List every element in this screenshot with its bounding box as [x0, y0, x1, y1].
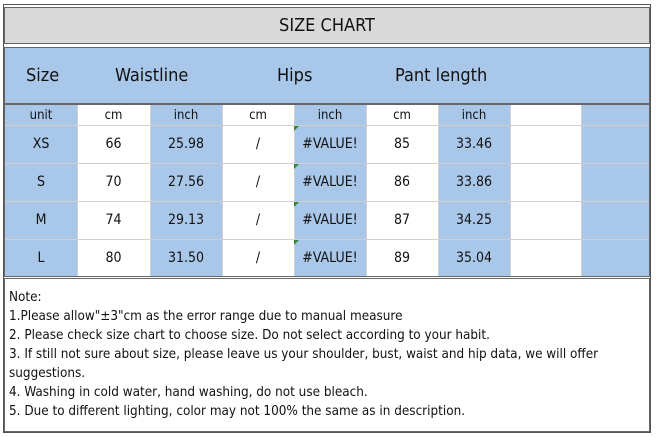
- table-cell: #VALUE!: [302, 250, 358, 266]
- size-label-cell: L: [37, 250, 45, 266]
- col-empty-bg: [510, 105, 581, 276]
- table-cell: 25.98: [167, 136, 205, 152]
- col-divider: [510, 105, 511, 276]
- header-pant-length: Pant length: [395, 65, 488, 86]
- header-size: Size: [26, 65, 60, 86]
- error-marker-icon: [294, 164, 299, 169]
- table-cell: 35.04: [455, 250, 493, 266]
- unit-cell: inch: [317, 107, 343, 123]
- table-cell: 89: [393, 250, 411, 266]
- table-cell: #VALUE!: [302, 212, 358, 228]
- header-waistline: Waistline: [115, 65, 189, 86]
- error-marker-icon: [294, 126, 299, 131]
- table-cell: 66: [105, 136, 122, 152]
- size-label-cell: M: [35, 212, 47, 228]
- notes-box: [4, 278, 650, 432]
- table-cell: 27.56: [167, 174, 205, 190]
- table-cell: #VALUE!: [302, 174, 358, 190]
- error-marker-icon: [294, 240, 299, 245]
- table-cell: /: [255, 174, 261, 190]
- table-cell: 33.86: [455, 174, 493, 190]
- chart-title-bar: [4, 7, 650, 44]
- table-cell: 31.50: [167, 250, 205, 266]
- note-item: 5. Due to different lighting, color may not 100% the same as in description.: [9, 404, 466, 419]
- chart-title: SIZE CHART: [279, 15, 375, 36]
- table-cell: 70: [105, 174, 122, 190]
- unit-cell: inch: [461, 107, 487, 123]
- size-table: [4, 104, 650, 277]
- notes-heading: Note:: [9, 290, 42, 305]
- size-label-cell: XS: [32, 136, 50, 152]
- table-cell: #VALUE!: [302, 136, 358, 152]
- error-marker-icon: [294, 202, 299, 207]
- table-cell: 86: [393, 174, 411, 190]
- unit-cell: unit: [29, 107, 53, 123]
- col-divider: [581, 105, 582, 276]
- note-item: 2. Please check size chart to choose size. Do not select according to your habit.: [9, 328, 490, 343]
- note-item: 4. Washing in cold water, hand washing, do not use bleach.: [9, 385, 368, 400]
- note-item: 1.Please allow"±3"cm as the error range due to manual measure: [9, 309, 403, 324]
- table-cell: 34.25: [455, 212, 493, 228]
- column-header-bar: [4, 47, 650, 104]
- unit-cell: cm: [393, 107, 411, 123]
- col-end-bg: [581, 105, 650, 276]
- unit-cell: cm: [104, 107, 123, 123]
- table-cell: /: [255, 136, 261, 152]
- table-cell: 29.13: [167, 212, 205, 228]
- size-label-cell: S: [37, 174, 45, 190]
- table-cell: /: [255, 250, 261, 266]
- table-cell: 33.46: [455, 136, 493, 152]
- header-hips: Hips: [277, 65, 313, 86]
- note-item: 3. If still not sure about size, please leave us your shoulder, bust, waist and hip data, we will offer suggestions.: [9, 347, 599, 381]
- unit-cell: cm: [249, 107, 267, 123]
- table-cell: 87: [393, 212, 411, 228]
- unit-cell: inch: [173, 107, 199, 123]
- table-cell: 80: [105, 250, 122, 266]
- table-cell: 85: [393, 136, 411, 152]
- table-cell: 74: [105, 212, 122, 228]
- table-cell: /: [255, 212, 261, 228]
